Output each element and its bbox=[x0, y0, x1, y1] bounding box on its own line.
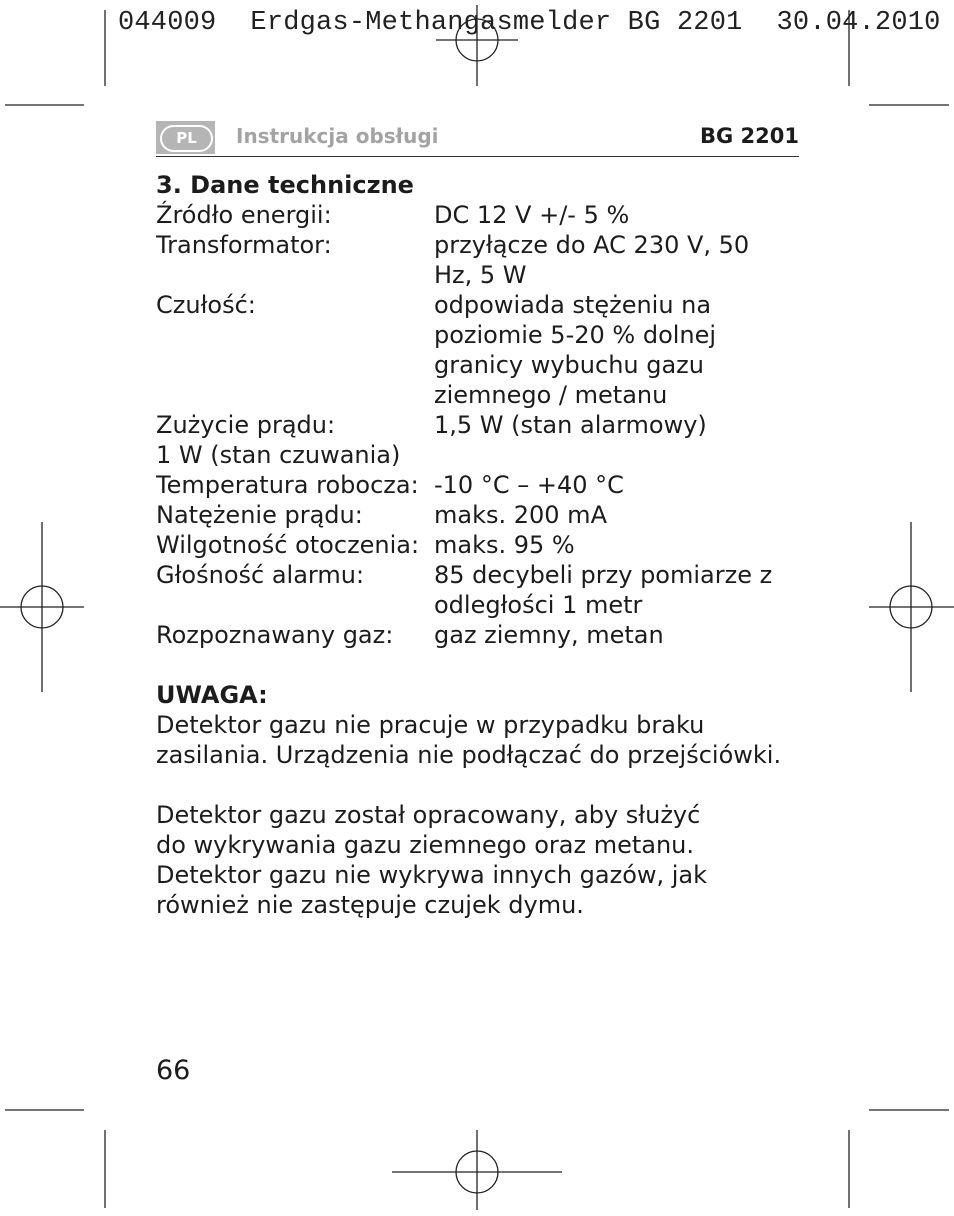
spec-label: Rozpoznawany gaz: bbox=[156, 621, 394, 649]
slug-code: 044009 bbox=[118, 8, 217, 38]
spec-label: Czułość: bbox=[156, 291, 256, 319]
header-model: BG 2201 bbox=[699, 124, 799, 148]
spec-label: Transformator: bbox=[156, 231, 332, 259]
spec-value: gaz ziemny, metan bbox=[434, 621, 664, 649]
spec-value: maks. 200 mA bbox=[434, 501, 607, 529]
spec-label: Wilgotność otoczenia: bbox=[156, 531, 420, 559]
spec-row bbox=[156, 230, 816, 290]
spec-value bbox=[434, 440, 804, 470]
warning-text: Detektor gazu nie pracuje w przypadku braku zasilania. Urządzenia nie podłączać do przejściówki. bbox=[156, 711, 782, 769]
spec-value: 85 decybeli przy pomiarze z odległości 1 metr bbox=[434, 561, 773, 619]
spec-row bbox=[156, 200, 816, 230]
slug-date: 30.04.2010 bbox=[776, 8, 941, 38]
spec-label: Źródło energii: bbox=[156, 201, 332, 229]
slug-product: Erdgas-Methangasmelder BG 2201 bbox=[250, 8, 743, 38]
spec-value: odpowiada stężeniu na poziomie 5-20 % dolnej granicy wybuchu gazu ziemnego / metanu bbox=[434, 291, 717, 409]
spec-row bbox=[156, 470, 816, 500]
spec-value: DC 12 V +/- 5 % bbox=[434, 201, 630, 229]
language-badge-label: PL bbox=[160, 125, 213, 152]
spec-label: Temperatura robocza: bbox=[156, 471, 419, 499]
spec-row bbox=[156, 290, 816, 410]
spec-label: Głośność alarmu: bbox=[156, 561, 365, 589]
spec-row bbox=[156, 560, 816, 620]
spacer bbox=[156, 650, 816, 680]
spec-label: Natężenie prądu: bbox=[156, 501, 363, 529]
spec-row bbox=[156, 530, 816, 560]
spec-row bbox=[156, 440, 816, 470]
spec-label: Zużycie prądu: bbox=[156, 411, 336, 439]
page-content bbox=[156, 170, 816, 920]
spec-value: -10 °C – +40 °C bbox=[434, 471, 624, 499]
language-badge bbox=[156, 121, 215, 154]
spec-row bbox=[156, 620, 816, 650]
spec-value: przyłącze do AC 230 V, 50 Hz, 5 W bbox=[434, 231, 750, 289]
spec-row bbox=[156, 500, 816, 530]
page-number: 66 bbox=[156, 1055, 191, 1086]
spacer bbox=[156, 770, 816, 800]
spec-value: 1,5 W (stan alarmowy) bbox=[434, 411, 707, 439]
header-title: Instrukcja obsługi bbox=[236, 124, 439, 148]
body-paragraph: Detektor gazu został opracowany, aby służyć do wykrywania gazu ziemnego oraz metanu. Detektor gazu nie wykrywa innych gazów, jak również nie zastępuje czujek dymu. bbox=[156, 801, 708, 919]
spec-label: 1 W (stan czuwania) bbox=[156, 441, 401, 469]
spec-row bbox=[156, 410, 816, 440]
spec-value: maks. 95 % bbox=[434, 531, 575, 559]
warning-title: UWAGA: bbox=[156, 681, 268, 709]
running-header bbox=[156, 118, 799, 157]
section-title: 3. Dane techniczne bbox=[156, 171, 414, 199]
